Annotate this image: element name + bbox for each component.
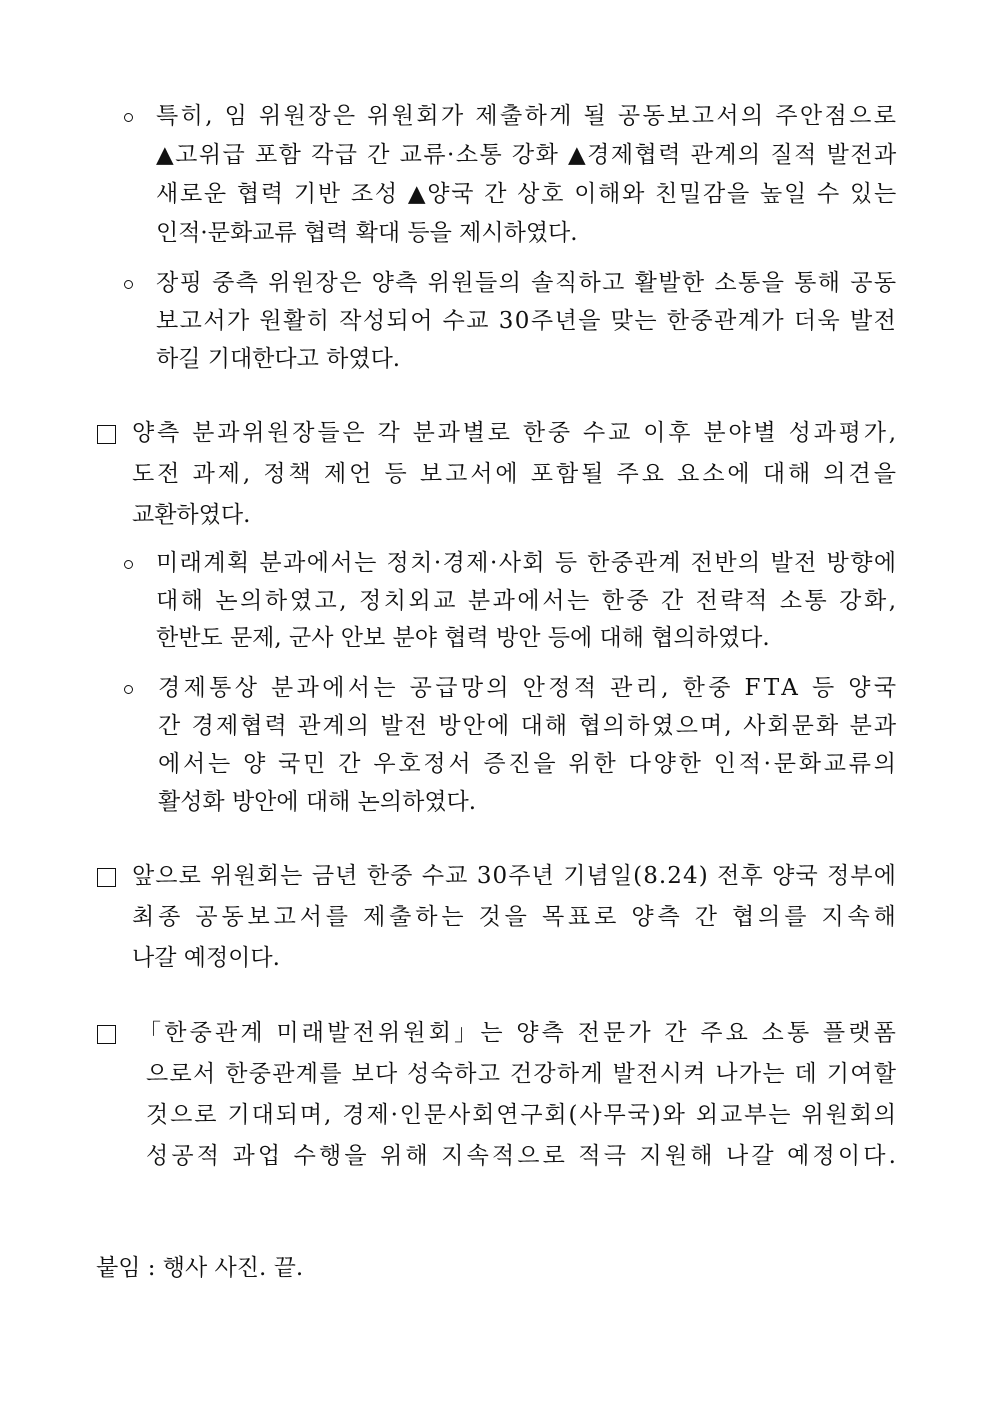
text-line: 것으로 기대되며, 경제·인문사회연구회(사무국)와 외교부는 위원회의	[146, 1102, 898, 1128]
text-line: 인적·문화교류 협력 확대 등을 제시하였다.	[156, 220, 578, 246]
text-line: 장핑 중측 위원장은 양측 위원들의 솔직하고 활발한 소통을 통해 공동	[156, 270, 898, 296]
text-line: 으로서 한중관계를 보다 성숙하고 건강하게 발전시켜 나가는 데 기여할	[146, 1061, 898, 1087]
text-line: 앞으로 위원회는 금년 한중 수교 30주년 기념일(8.24) 전후 양국 정부에	[132, 863, 898, 889]
attachment-note: 붙임 : 행사 사진. 끝.	[96, 1255, 304, 1281]
text-line: 하길 기대한다고 하였다.	[156, 346, 401, 372]
text-line: 나갈 예정이다.	[132, 945, 280, 971]
text-line: 새로운 협력 기반 조성 ▲양국 간 상호 이해와 친밀감을 높일 수 있는	[156, 181, 898, 207]
text-line: ▲고위급 포함 각급 간 교류·소통 강화 ▲경제협력 관계의 질적 발전과	[156, 142, 898, 168]
text-line: 간 경제협력 관계의 발전 방안에 대해 협의하였으며, 사회문화 분과	[158, 713, 899, 739]
circle-bullet-icon	[124, 113, 133, 122]
circle-bullet-icon	[124, 685, 133, 694]
square-bullet-icon	[97, 868, 116, 887]
text-line: 활성화 방안에 대해 논의하였다.	[158, 789, 477, 815]
square-bullet-icon	[97, 425, 116, 444]
text-line: 특히, 임 위원장은 위원회가 제출하게 될 공동보고서의 주안점으로	[156, 103, 899, 129]
text-line: 최종 공동보고서를 제출하는 것을 목표로 양측 간 협의를 지속해	[132, 904, 900, 930]
text-line: 경제통상 분과에서는 공급망의 안정적 관리, 한중 FTA 등 양국	[158, 675, 900, 701]
square-bullet-icon	[97, 1025, 116, 1044]
circle-bullet-icon	[124, 560, 133, 569]
text-line: 도전 과제, 정책 제언 등 보고서에 포함될 주요 요소에 대해 의견을	[132, 461, 899, 487]
text-line: 에서는 양 국민 간 우호정서 증진을 위한 다양한 인적·문화교류의	[158, 751, 899, 777]
circle-bullet-icon	[124, 280, 133, 289]
text-line: 「한중관계 미래발전위원회」는 양측 전문가 간 주요 소통 플랫폼	[138, 1020, 900, 1046]
text-line: 대해 논의하였고, 정치외교 분과에서는 한중 간 전략적 소통 강화,	[156, 588, 899, 614]
text-line: 미래계획 분과에서는 정치·경제·사회 등 한중관계 전반의 발전 방향에	[156, 550, 898, 576]
text-line: 교환하였다.	[132, 502, 251, 528]
text-line: 성공적 과업 수행을 위해 지속적으로 적극 지원해 나갈 예정이다.	[146, 1143, 900, 1169]
text-line: 양측 분과위원장들은 각 분과별로 한중 수교 이후 분야별 성과평가,	[132, 420, 899, 446]
text-line: 한반도 문제, 군사 안보 분야 협력 방안 등에 대해 협의하였다.	[156, 625, 770, 651]
text-line: 보고서가 원활히 작성되어 수교 30주년을 맞는 한중관계가 더욱 발전	[156, 308, 898, 334]
